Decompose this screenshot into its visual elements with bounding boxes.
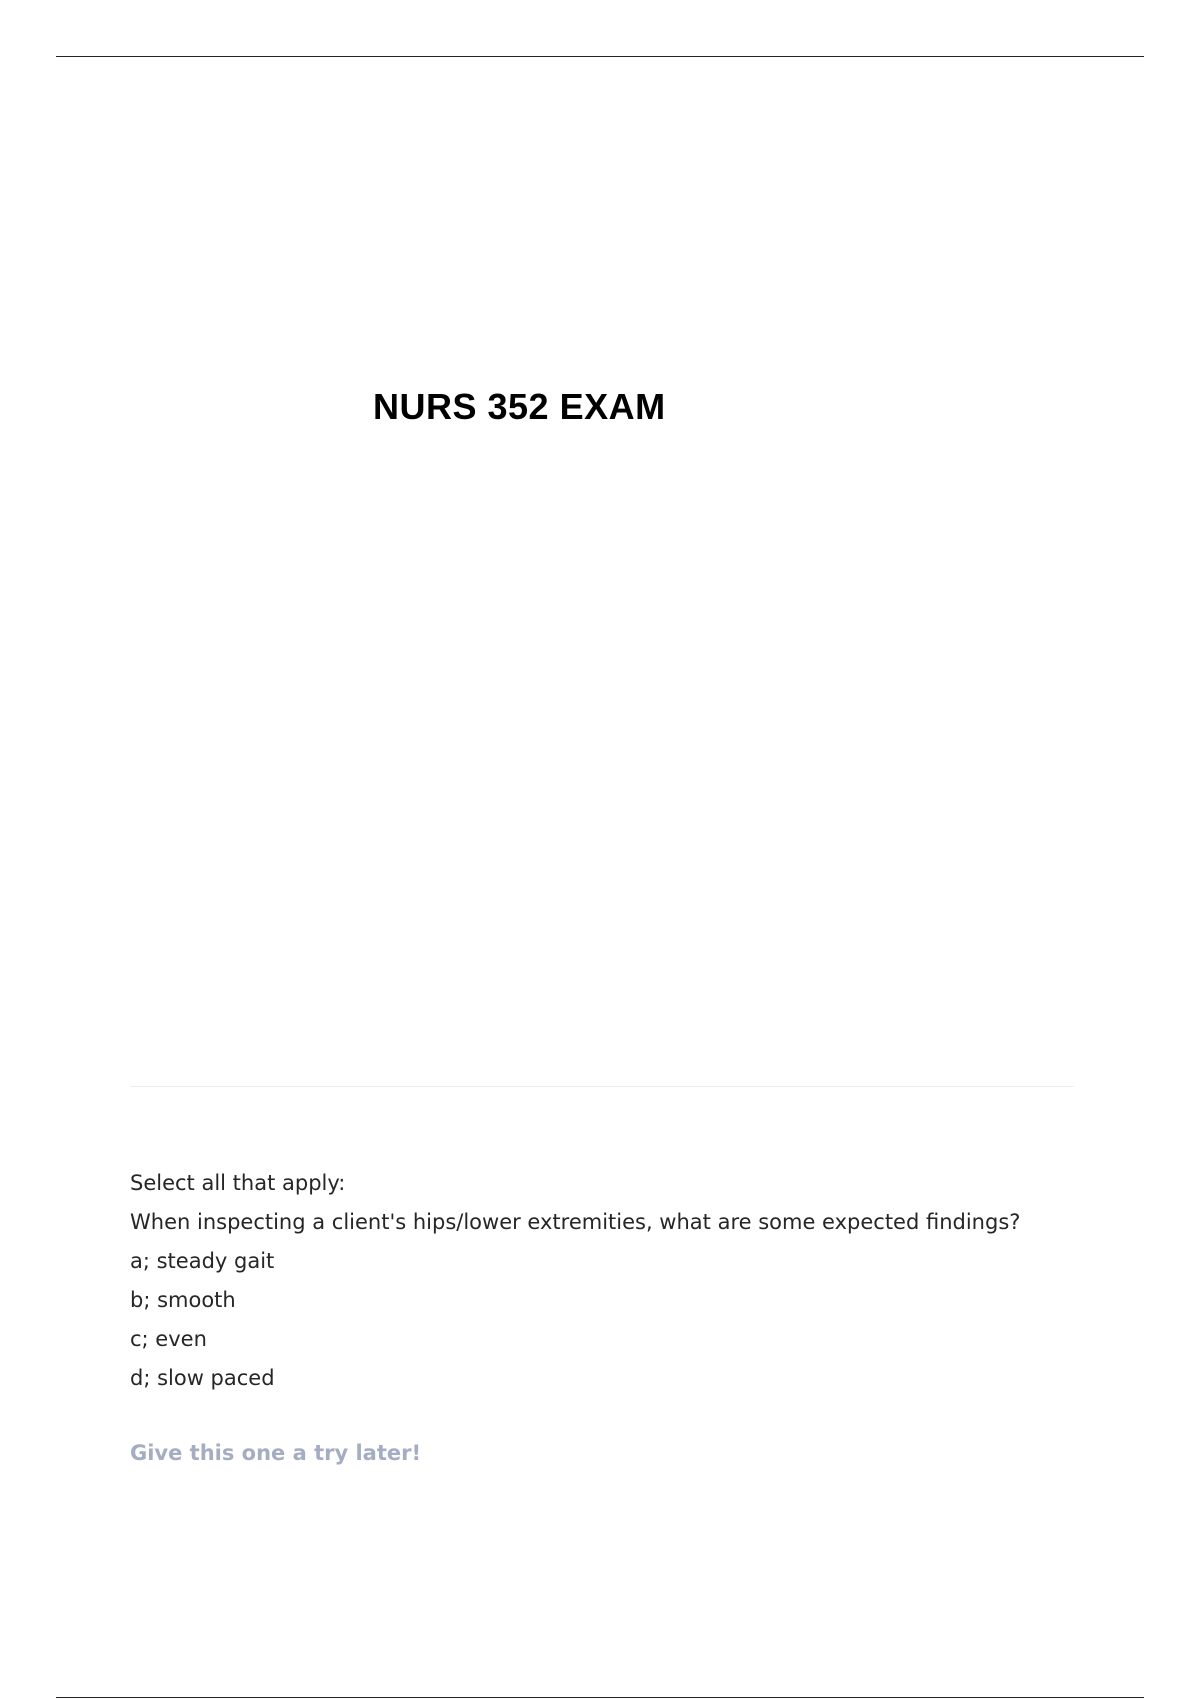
answer-option-a: a; steady gait [130, 1249, 275, 1273]
answer-option-c: c; even [130, 1327, 207, 1351]
top-rule [56, 56, 1144, 57]
try-later-link[interactable]: Give this one a try later! [130, 1441, 422, 1465]
bottom-rule [56, 1697, 1144, 1698]
answer-options [130, 1242, 1090, 1398]
question-card [130, 1164, 1090, 1398]
card-divider [130, 1086, 1074, 1087]
document-title: NURS 352 EXAM [373, 386, 666, 427]
question-prompt: When inspecting a client's hips/lower extremities, what are some expected findings? [130, 1210, 1021, 1234]
answer-option-d: d; slow paced [130, 1366, 275, 1390]
answer-option-b: b; smooth [130, 1288, 236, 1312]
question-instruction: Select all that apply: [130, 1171, 346, 1195]
